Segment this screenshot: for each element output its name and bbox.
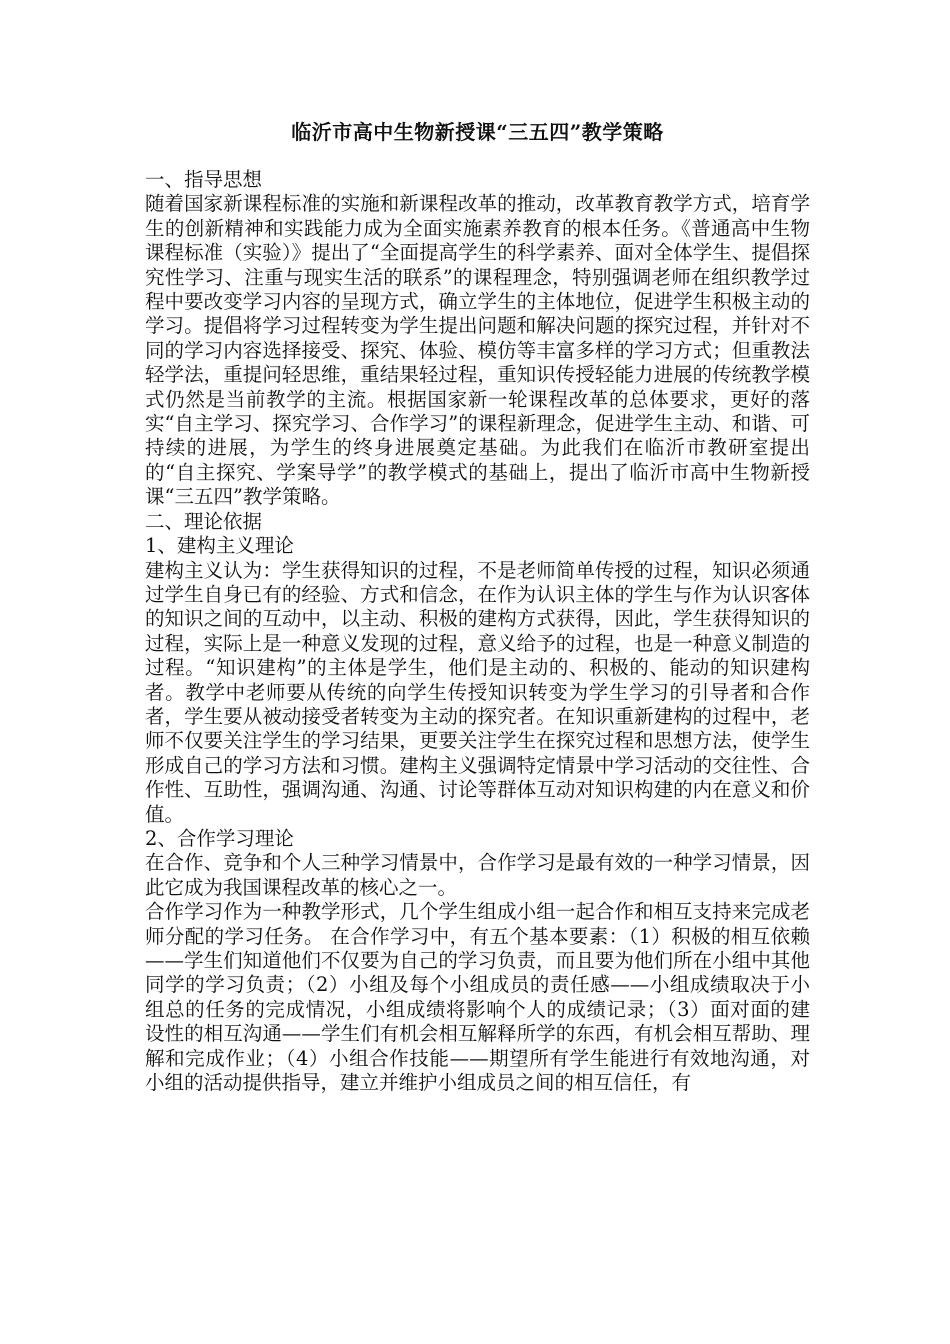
subheading-constructivism: 1、建构主义理论 [145, 534, 294, 558]
section-heading-theoretical-basis: 二、理论依据 [145, 509, 263, 533]
paragraph-cooperative-elements: 合作学习作为一种教学形式，几个学生组成小组一起合作和相互支持来完成老师分配的学习任务。 在合作学习中，有五个基本要素：（1）积极的相互依赖——学生们知道他们不仅要为自己的学习负责，而且要为他们所在小组中其他同学的学习负责；（2）小组及每个小组成员的责任感——小组成绩取决于小组总的任务的完成情况，小组成绩将影响个人的成绩记录；（3）面对面的建设性的相互沟通——学生们有机会相互解释所学的东西，有机会相互帮助、理解和完成作业；（4）小组合作技能——期望所有学生能进行有效地沟通，对小组的活动提供指导，建立并维护小组成员之间的相互信任，有 [145, 900, 810, 1095]
paragraph-cooperative-intro: 在合作、竞争和个人三种学习情景中，合作学习是最有效的一种学习情景，因此它成为我国课程改革的核心之一。 [145, 851, 810, 899]
subheading-cooperative-learning: 2、合作学习理论 [145, 826, 294, 850]
paragraph-guiding-thought: 随着国家新课程标准的实施和新课程改革的推动，改革教育教学方式，培育学生的创新精神和实践能力成为全面实施素养教育的根本任务。《普通高中生物课程标准（实验）》提出了“全面提高学生的科学素养、面对全体学生、提倡探究性学习、注重与现实生活的联系”的课程理念，特别强调老师在组织教学过程中要改变学习内容的呈现方式，确立学生的主体地位，促进学生积极主动的学习。提倡将学习过程转变为学生提出问题和解决问题的探究过程，并针对不同的学习内容选择接受、探究、体验、模仿等丰富多样的学习方式；但重教法轻学法，重提问轻思维，重结果轻过程，重知识传授轻能力进展的传统教学模式仍然是当前教学的主流。根据国家新一轮课程改革的总体要求，更好的落实“自主学习、探究学习、合作学习”的课程新理念，促进学生主动、和谐、可持续的进展，为学生的终身进展奠定基础。为此我们在临沂市教研室提出的“自主探究、学案导学”的教学模式的基础上，提出了临沂市高中生物新授课“三五四”教学策略。 [145, 192, 810, 509]
document-title: 临沂市高中生物新授课“三五四”教学策略 [291, 120, 664, 144]
document-page [145, 118, 810, 1095]
section-heading-guiding-thought: 一、指导思想 [145, 168, 263, 191]
paragraph-constructivism: 建构主义认为：学生获得知识的过程，不是老师简单传授的过程，知识必须通过学生自身已有的经验、方式和信念，在作为认识主体的学生与作为认识客体的知识之间的互动中，以主动、积极的建构方式获得，因此，学生获得知识的过程，实际上是一种意义发现的过程，意义给予的过程，也是一种意义制造的过程。“知识建构”的主体是学生，他们是主动的、积极的、能动的知识建构者。教学中老师要从传统的向学生传授知识转变为学生学习的引导者和合作者，学生要从被动接受者转变为主动的探究者。在知识重新建构的过程中，老师不仅要关注学生的学习结果，更要关注学生在探究过程和思想方法，使学生形成自己的学习方法和习惯。建构主义强调特定情景中学习活动的交往性、合作性、互助性，强调沟通、沟通、讨论等群体互动对知识构建的内在意义和价值。 [145, 558, 810, 826]
